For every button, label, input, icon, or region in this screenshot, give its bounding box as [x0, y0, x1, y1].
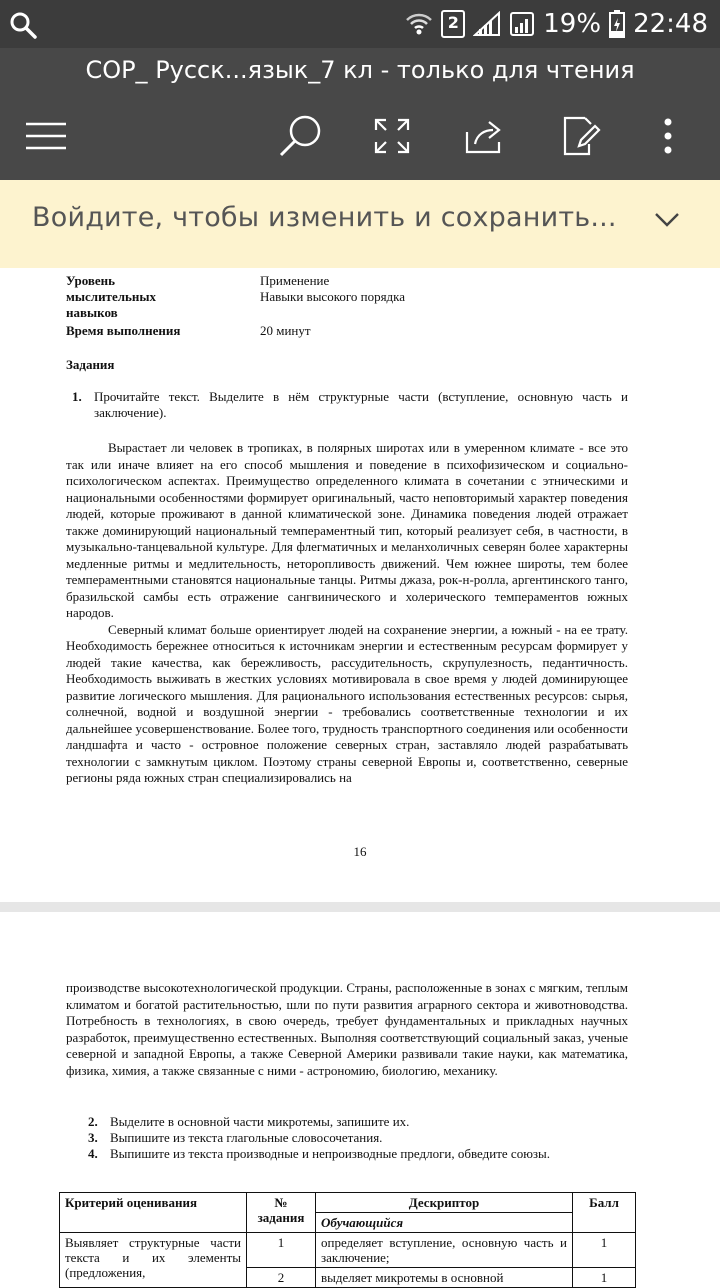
search-icon — [277, 113, 323, 159]
task-list — [72, 389, 628, 421]
table-header-row — [60, 1193, 636, 1213]
clock: 22:48 — [633, 9, 708, 39]
text-body — [66, 440, 628, 787]
more-options-button[interactable] — [644, 112, 692, 160]
column-header: Критерий оценивания — [60, 1193, 247, 1233]
task-text: Прочитайте текст. Выделите в нём структурные части (вступление, основную часть и заключение). — [94, 389, 628, 420]
criteria-table — [59, 1192, 636, 1288]
paragraph: производстве высокотехнологической продукции. Страны, расположенные в зонах с мягким, теплым климатом и богатой растительностью, шли по пути развития аграрного сектора и животноводства. Потребность в технологиях, в свою очередь, требует фундаментальных и прикладных научных разработок, преимущественно естественных. Выполняя соответствующий социальный заказ, ученые северной и западной Европы, а также Северной Америки развивали такие науки, как математика, физика, химия, а также связанные с ними - астрономию, биологию, механику. — [66, 980, 628, 1078]
sign-in-text: Войдите, чтобы изменить и сохранить... — [32, 202, 617, 233]
find-button[interactable] — [276, 112, 324, 160]
menu-button[interactable] — [22, 112, 70, 160]
task-text: Выпишите из текста производные и непроизводные предлоги, обведите союзы. — [110, 1146, 551, 1161]
table-cell: 2 — [247, 1268, 316, 1288]
share-icon — [463, 116, 505, 156]
task-number: 2. — [88, 1114, 98, 1129]
text-body — [66, 980, 628, 1079]
table-cell: 1 — [247, 1233, 316, 1268]
search-icon[interactable] — [8, 10, 38, 40]
signal-icon — [509, 11, 535, 37]
task-item — [72, 389, 628, 421]
column-header: № задания — [247, 1193, 316, 1233]
share-button[interactable] — [460, 112, 508, 160]
descriptor-subheader: Обучающийся — [316, 1213, 573, 1233]
column-header: Балл — [573, 1193, 636, 1233]
time-label: Время выполнения — [66, 323, 181, 338]
level-label-line2: навыков — [66, 305, 118, 320]
battery-percent: 19% — [543, 9, 602, 39]
document-page — [0, 268, 720, 902]
level-label-line1: Уровень мыслительных — [66, 273, 157, 304]
task-item — [88, 1146, 628, 1162]
level-value-line1: Применение — [260, 273, 330, 288]
signal-icon — [473, 11, 501, 37]
page-number: 16 — [353, 844, 367, 859]
table-cell: выделяет микротемы в основной — [316, 1268, 573, 1288]
table-cell: 1 — [573, 1233, 636, 1268]
column-header: Дескриптор — [316, 1193, 573, 1213]
level-value-line2: Навыки высокого порядка — [260, 289, 406, 304]
paragraph: Северный климат больше ориентирует людей на сохранение энергии, а южный - на ее трату. Необходимость бережнее относиться к источникам энергии и естественным ресурсам формирует у людей такие качества, как бережливость, рассудительность, скрупулезность, педантичность. Необходимость выживать в жестких условиях мотивировала в свое время у людей доминирующее развитие логического мышления. Для рационального использования естественных ресурсов: сырья, солнечной, водной и воздушной энергии - требовались соответственные технологии и их дальнейшее усовершенствование. Более того, трудность транспортного соединения или особенности ландшафта и часто - островное положение северных стран, заставляло людей разрабатывать технологии с замкнутым циклом. Поэтому страны северной Европы и, соответственно, северные регионы ряда южных стран специализировались на — [66, 621, 628, 785]
task-item — [88, 1114, 628, 1130]
task-number: 4. — [88, 1146, 98, 1161]
sim-indicator: 2 — [441, 10, 465, 38]
document-page — [0, 912, 720, 1285]
table-cell: 1 — [573, 1268, 636, 1288]
fullscreen-button[interactable] — [368, 112, 416, 160]
task-text: Выпишите из текста глагольные словосочетания. — [110, 1130, 383, 1145]
paragraph: Вырастает ли человек в тропиках, в полярных широтах или в умеренном климате - все это так или иначе влияет на его способ мышления и поведение в психофизическом и социально-психологическом аспектах. Преимущество определенного климата в сочетании с этническими и национальными особенностями формирует оригинальный, часто неповторимый характер поведения людей, которые проживают в данной климатической зоне. Динамика поведения людей отражает также доминирующий национальный темпераментный тип, который реализует себя, в частности, в музыкально-танцевальной культуре. Для флегматичных и меланхоличных северян более характерны медленные ритмы и медлительность, неторопливость движений. Чем южнее широты, тем более темпераментными становятся национальные танцы. Ритмы джаза, рок-н-ролла, аргентинского танго, бразильской самбы есть отражение сангвинического и холерического темпераментов южных народов. — [66, 440, 628, 620]
sign-in-banner[interactable] — [0, 180, 720, 268]
page-separator — [0, 902, 720, 912]
level-label — [66, 273, 246, 321]
table-row — [60, 1233, 636, 1268]
more-icon — [663, 118, 673, 154]
time-value: 20 минут — [260, 323, 311, 338]
task-number: 3. — [88, 1130, 98, 1145]
task-text: Выделите в основной части микротемы, запишите их. — [110, 1114, 410, 1129]
app-bar — [0, 48, 720, 180]
menu-icon — [24, 121, 68, 151]
level-value — [260, 273, 405, 305]
status-bar — [0, 0, 720, 48]
task-list — [88, 1114, 628, 1162]
edit-icon — [559, 114, 601, 158]
chevron-down-icon[interactable] — [654, 212, 680, 228]
task-item — [88, 1130, 628, 1146]
wifi-icon — [405, 11, 433, 37]
task-number: 1. — [72, 389, 82, 404]
tasks-heading: Задания — [66, 357, 115, 372]
edit-button[interactable] — [556, 112, 604, 160]
table-cell: определяет вступление, основную часть и заключение; — [316, 1233, 573, 1268]
document-title: СОР_ Русск...язык_7 кл - только для чтения — [85, 56, 635, 84]
fullscreen-icon — [372, 116, 412, 156]
battery-icon — [609, 10, 625, 38]
table-cell: Выявляет структурные части текста и их элементы (предложения, — [60, 1233, 247, 1288]
